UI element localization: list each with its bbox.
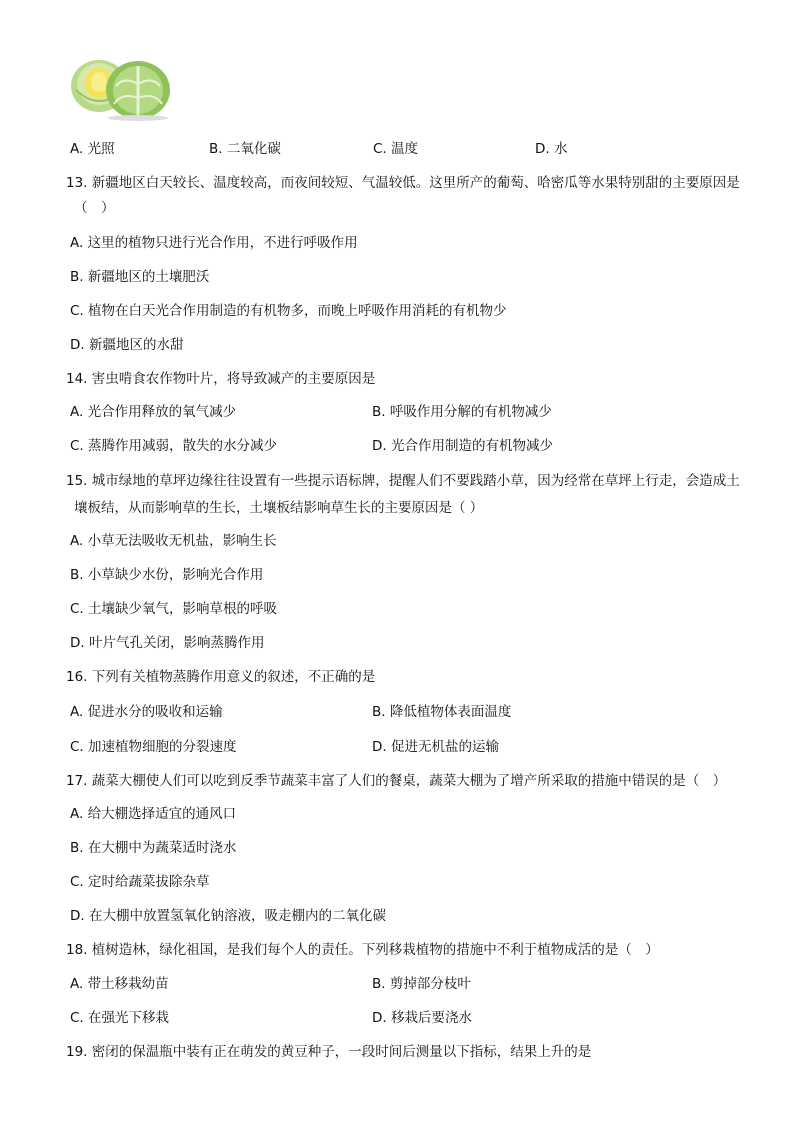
q16-stem: 16. 下列有关植物蒸腾作用意义的叙述，不正确的是 xyxy=(66,669,376,685)
q17-option-a: A. 给大棚选择适宜的通风口 xyxy=(70,806,237,822)
q14-option-c: C. 蒸腾作用减弱，散失的水分减少 xyxy=(70,438,278,454)
q15-option-c: C. 土壤缺少氧气，影响草根的呼吸 xyxy=(70,601,278,617)
q17-option-d: D. 在大棚中放置氢氧化钠溶液，吸走棚内的二氧化碳 xyxy=(70,908,386,924)
q18-option-a: A. 带土移栽幼苗 xyxy=(70,976,169,992)
q17-option-b: B. 在大棚中为蔬菜适时浇水 xyxy=(70,840,237,856)
q14-option-b: B. 呼吸作用分解的有机物减少 xyxy=(372,404,552,420)
q13-stem-line-1: 13. 新疆地区白天较长、温度较高，而夜间较短、气温较低。这里所产的葡萄、哈密瓜等水果特别甜的主要原因是 xyxy=(66,175,740,191)
q14-option-d: D. 光合作用制造的有机物减少 xyxy=(372,438,553,454)
q15-option-b: B. 小草缺少水份，影响光合作用 xyxy=(70,567,264,583)
q13-option-d: D. 新疆地区的水甜 xyxy=(70,337,184,353)
q12-option-a: A. 光照 xyxy=(70,141,115,157)
q12-option-b: B. 二氧化碳 xyxy=(209,141,281,157)
q13-option-b: B. 新疆地区的土壤肥沃 xyxy=(70,269,210,285)
q16-option-d: D. 促进无机盐的运输 xyxy=(372,739,499,755)
q16-option-c: C. 加速植物细胞的分裂速度 xyxy=(70,739,237,755)
q15-stem-line-2: 壤板结，从而影响草的生长，土壤板结影响草生长的主要原因是（ ） xyxy=(74,500,484,516)
q14-stem: 14. 害虫啃食农作物叶片，将导致减产的主要原因是 xyxy=(66,371,376,387)
q16-option-b: B. 降低植物体表面温度 xyxy=(372,704,512,720)
q13-stem-line-2: （ ） xyxy=(74,200,115,216)
q13-option-a: A. 这里的植物只进行光合作用，不进行呼吸作用 xyxy=(70,235,358,251)
q18-option-b: B. 剪掉部分枝叶 xyxy=(372,976,471,992)
q12-option-c: C. 温度 xyxy=(373,141,419,157)
q15-option-d: D. 叶片气孔关闭，影响蒸腾作用 xyxy=(70,635,265,651)
q18-option-d: D. 移栽后要浇水 xyxy=(372,1010,472,1026)
q15-stem-line-1: 15. 城市绿地的草坪边缘往往设置有一些提示语标牌，提醒人们不要践踏小草，因为经常在草坪上行走，会造成土 xyxy=(66,473,740,489)
q18-stem: 18. 植树造林，绿化祖国，是我们每个人的责任。下列移栽植物的措施中不利于植物成活的是（ ） xyxy=(66,942,659,958)
q15-option-a: A. 小草无法吸收无机盐，影响生长 xyxy=(70,533,277,549)
q17-option-c: C. 定时给蔬菜拔除杂草 xyxy=(70,874,210,890)
q17-stem: 17. 蔬菜大棚使人们可以吃到反季节蔬菜丰富了人们的餐桌，蔬菜大棚为了增产所采取的措施中错误的是（ ） xyxy=(66,773,727,789)
cabbage-image xyxy=(66,50,176,122)
q16-option-a: A. 促进水分的吸收和运输 xyxy=(70,704,223,720)
q18-option-c: C. 在强光下移栽 xyxy=(70,1010,170,1026)
q14-option-a: A. 光合作用释放的氧气减少 xyxy=(70,404,237,420)
q19-stem: 19. 密闭的保温瓶中装有正在萌发的黄豆种子，一段时间后测量以下指标，结果上升的是 xyxy=(66,1044,592,1060)
q12-option-d: D. 水 xyxy=(535,141,568,157)
q13-option-c: C. 植物在白天光合作用制造的有机物多，而晚上呼吸作用消耗的有机物少 xyxy=(70,303,507,319)
